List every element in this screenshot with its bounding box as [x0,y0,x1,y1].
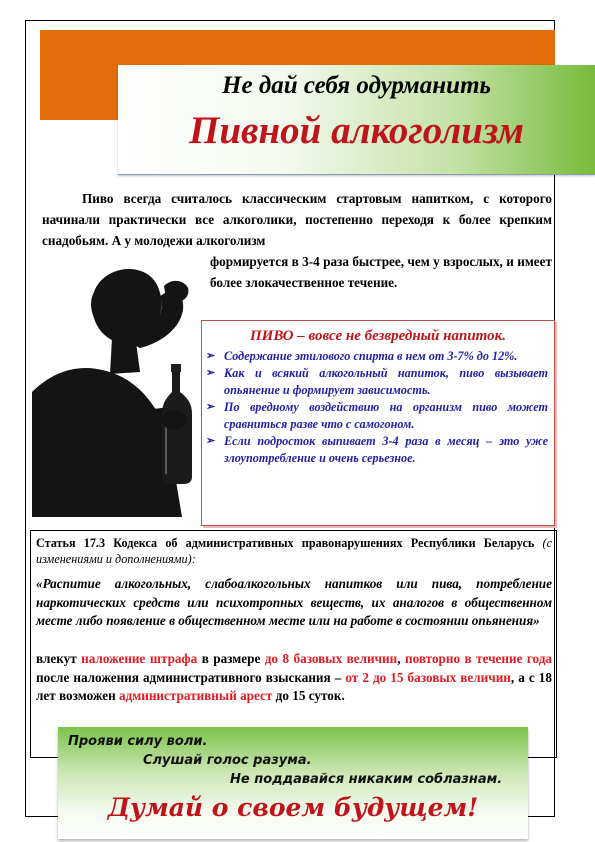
repeat-fine-highlight: от 2 до 15 базовых величин [345,669,511,685]
intro-text-part1: Пиво всегда считалось классическим стартовым напитком, с которого начинали практически все алкоголики, постепенно переходя к более крепким снадобьям. А у молодежи алкоголизм [42,191,552,248]
list-item: ➢ Содержание этилового спирта в нем от 3-7% до 12%. [206,349,518,363]
list-item: ➢ Если подросток выпивает 3-4 раза в месяц – это уже злоупотребление и очень серьезное. [206,434,548,465]
slogan-line-2: Слушай голос разума. [143,753,312,768]
beer-facts-list [206,348,548,467]
law-penalty-text: влекут наложение штрафа в размере до 8 базовых величин, повторно в течение года после наложения административного взыскания – от 2 до 15 базовых величин, а с 18 лет возможен административный арест до 15 суток. [36,651,553,703]
arrest-highlight: административный арест [118,688,273,703]
title-subtitle: Не дай себя одурманить [222,72,491,99]
page-title: Пивной алкоголизм [189,109,524,152]
repeat-highlight: повторно в течение года [405,651,553,666]
silhouette-photo [32,252,202,517]
slogan-line-3: Не поддавайся никаким соблазнам. [230,772,503,787]
law-article-title: Статья 17.3 Кодекса об административных правонарушениях Республики Беларусь [36,536,535,550]
silhouette-man-with-bottle-icon [32,252,202,517]
fine-highlight: наложение штрафа [81,651,198,666]
arrow-bullet-icon: ➢ [206,367,216,379]
arrow-bullet-icon: ➢ [206,401,216,413]
main-slogan: Думай о своем будущем! [107,793,479,822]
intro-paragraph-continued: формируется в 3-4 раза быстрее, чем у взрослых, и имеет более злокачественное течение. [210,254,552,290]
title-divider [118,174,595,175]
law-article-heading [36,535,552,567]
slogan-line-1: Прояви силу воли. [68,734,208,749]
intro-paragraph [42,188,552,251]
list-item: ➢ Как и всякий алкогольный напиток, пиво вызывает опьянение и формирует зависимость. [206,366,548,397]
fine-amount-highlight: до 8 базовых величин [264,651,398,666]
law-article-note: (с изменениями и дополнениями): [36,536,552,566]
arrow-bullet-icon: ➢ [206,435,216,447]
beer-facts-title: ПИВО – вовсе не безвредный напиток. [250,328,506,344]
law-quote: «Распитие алкогольных, слабоалкогольных напитков или пива, потребление наркотических средств или психотропных веществ, их аналогов в общественном месте либо появление в общественном месте или на работе в состоянии опьянения» [36,576,552,628]
arrow-bullet-icon: ➢ [206,350,216,362]
list-item: ➢ По вредному воздействию на организм пиво может сравниться разве что с самогоном. [206,400,548,431]
